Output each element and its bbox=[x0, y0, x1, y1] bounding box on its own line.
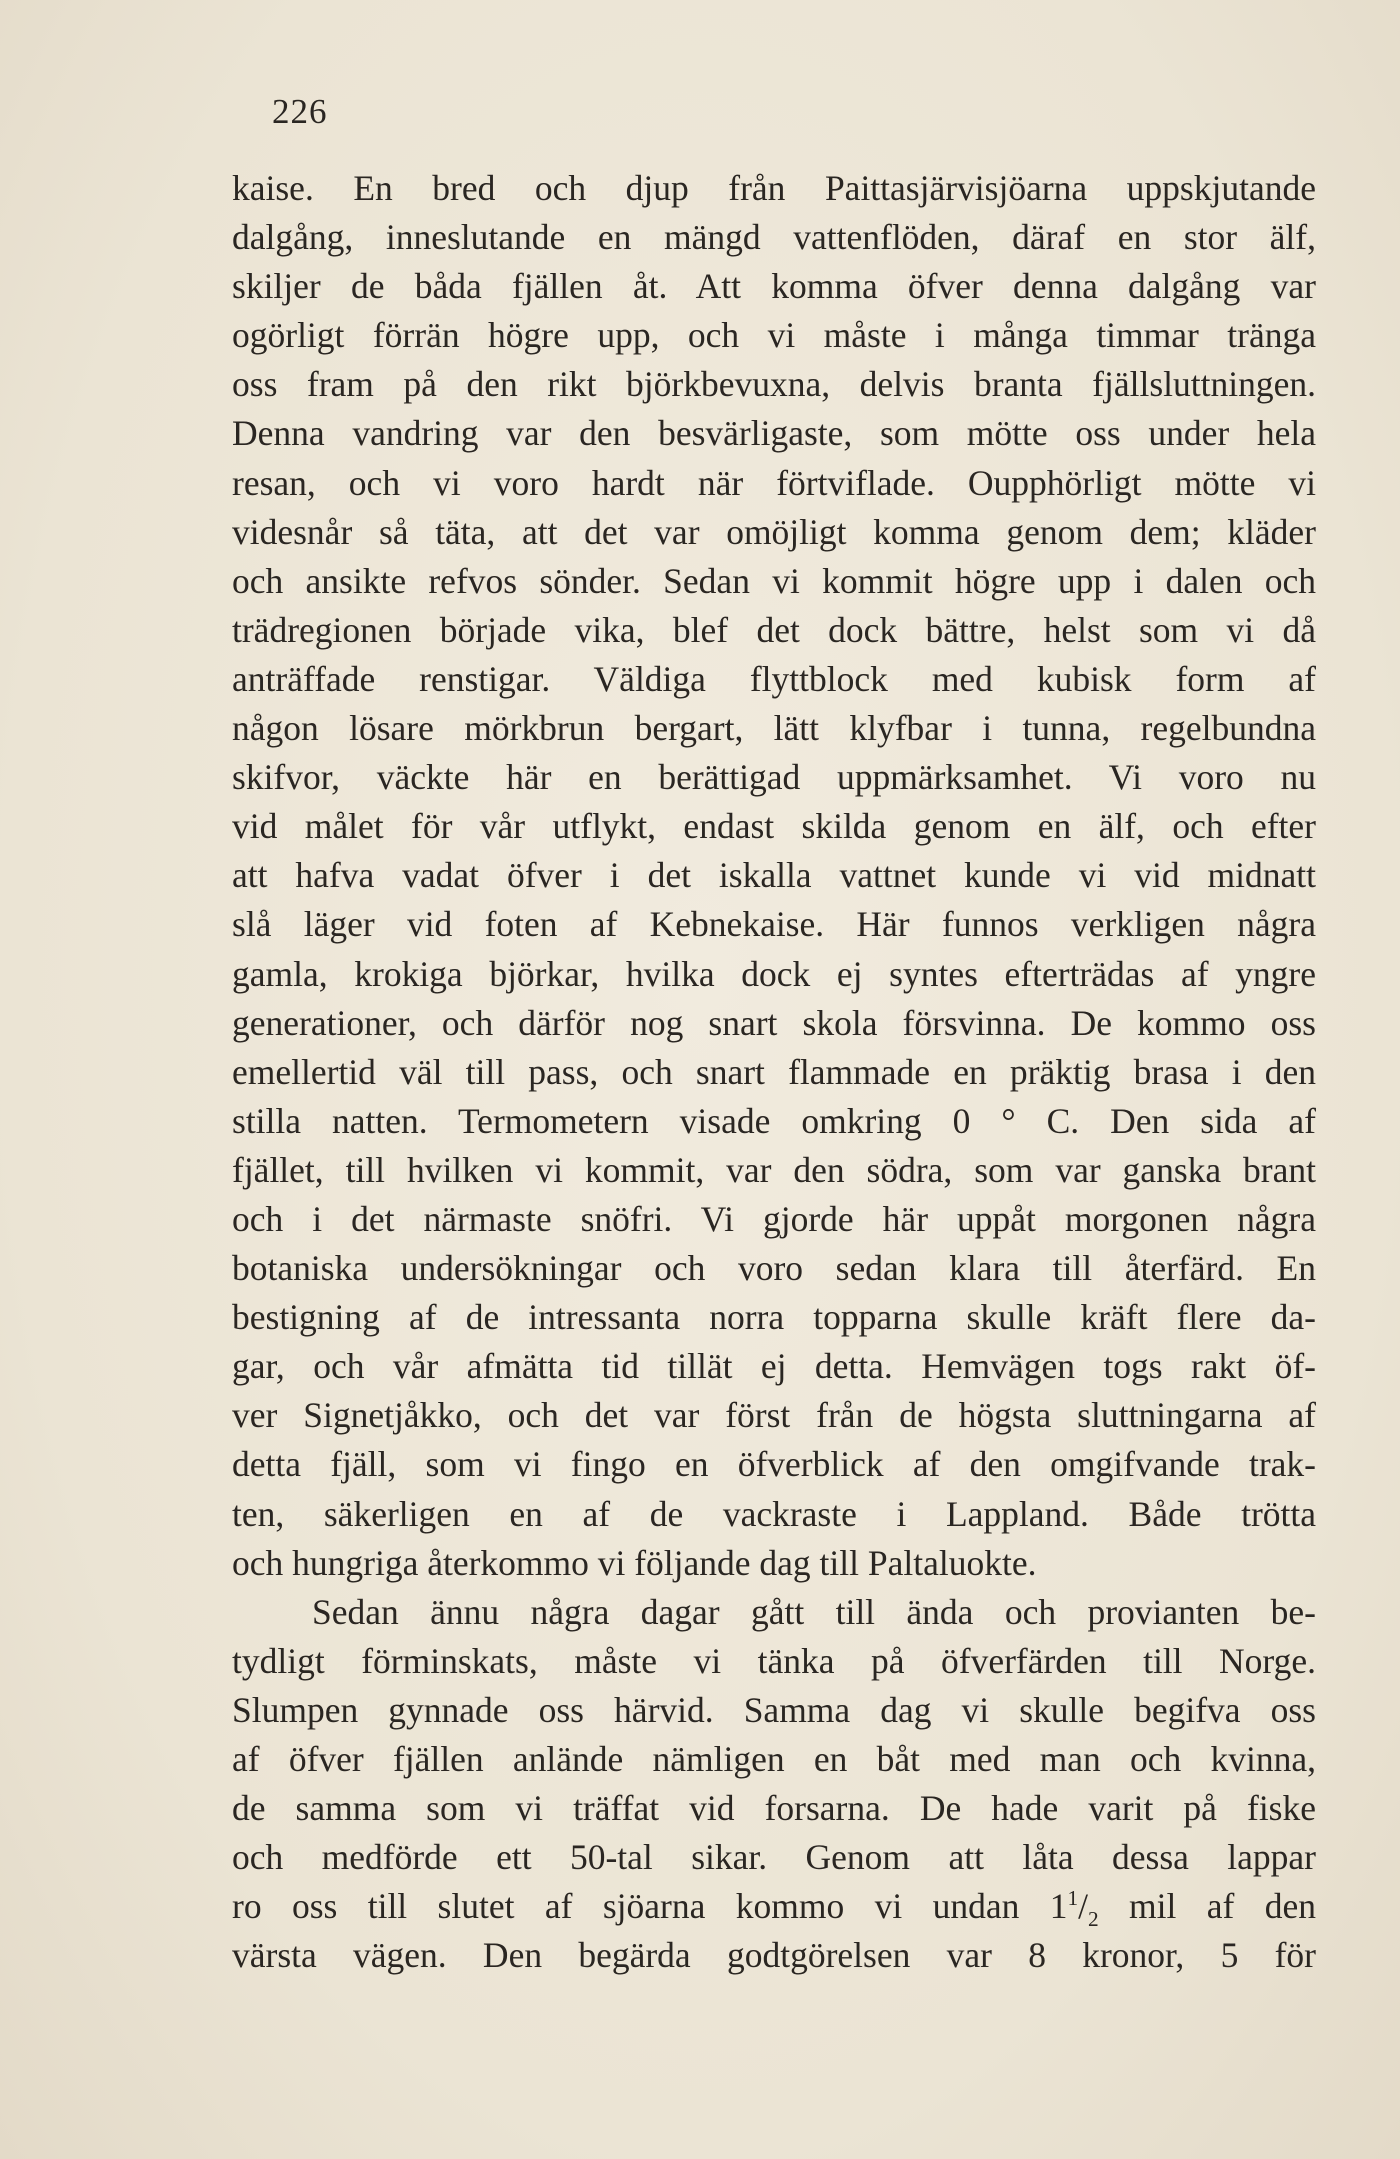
text-line: af öfver fjällen anlände nämligen en båt med man och kvinna, bbox=[232, 1739, 1316, 1779]
text-line: Slumpen gynnade oss härvid. Samma dag vi skulle begifva oss bbox=[232, 1689, 1316, 1730]
text-line: Denna vandring var den besvärligaste, som mötte oss under hela bbox=[232, 413, 1316, 454]
text-line: slå läger vid foten af Kebnekaise. Här funnos verkligen några bbox=[232, 904, 1316, 945]
text-line: tydligt förminskats, måste vi tänka på öfverfärden till Norge. bbox=[232, 1640, 1316, 1681]
text-line: emellertid väl till pass, och snart flammade en präktig brasa i den bbox=[232, 1051, 1316, 1092]
text-line: fjället, till hvilken vi kommit, var den södra, som var ganska brant bbox=[232, 1149, 1316, 1190]
text-line: kaise. En bred och djup från Paittasjärvisjöarna uppskjutande bbox=[232, 168, 1316, 208]
text-line: och medförde ett 50-tal sikar. Genom att låta dessa lappar bbox=[232, 1837, 1316, 1878]
text-line: videsnår så täta, att det var omöjligt komma genom dem; kläder bbox=[232, 511, 1316, 552]
text-line: de samma som vi träffat vid forsarna. De hade varit på fiske bbox=[232, 1788, 1316, 1829]
paragraph-1 bbox=[232, 164, 1316, 1588]
text-line: och hungriga återkommo vi följande dag till Paltaluokte. bbox=[232, 1542, 1037, 1583]
text-line: att hafva vadat öfver i det iskalla vattnet kunde vi vid midnatt bbox=[232, 855, 1316, 896]
text-line: generationer, och därför nog snart skola försvinna. De kommo oss bbox=[232, 1002, 1316, 1043]
page-number: 226 bbox=[272, 92, 328, 131]
text-line: ten, säkerligen en af de vackraste i Lappland. Både trötta bbox=[232, 1493, 1316, 1534]
text-line: skifvor, väckte här en berättigad uppmärksamhet. Vi voro nu bbox=[232, 757, 1316, 798]
text-line: anträffade renstigar. Väldiga flyttblock med kubisk form af bbox=[232, 658, 1316, 699]
fraction-line-end: mil af den bbox=[1098, 1886, 1316, 1927]
text-line: gamla, krokiga björkar, hvilka dock ej syntes efterträdas af yngre bbox=[232, 953, 1316, 994]
body-text bbox=[232, 164, 1316, 1980]
text-line: dalgång, inneslutande en mängd vattenflöden, däraf en stor älf, bbox=[232, 217, 1316, 258]
text-line: detta fjäll, som vi fingo en öfverblick af den omgifvande trak- bbox=[232, 1444, 1316, 1485]
text-line: ver Signetjåkko, och det var först från de högsta sluttningarna af bbox=[232, 1395, 1316, 1436]
text-line: och i det närmaste snöfri. Vi gjorde här uppåt morgonen några bbox=[232, 1198, 1316, 1239]
text-line: bestigning af de intressanta norra topparna skulle kräft flere da- bbox=[232, 1297, 1316, 1338]
text-line: trädregionen började vika, blef det dock bättre, helst som vi då bbox=[232, 609, 1316, 650]
text-line: botaniska undersökningar och voro sedan klara till återfärd. En bbox=[232, 1248, 1316, 1289]
fraction-line-start: ro oss till slutet af sjöarna kommo vi undan 1 bbox=[232, 1886, 1068, 1927]
fraction-denominator: 2 bbox=[1088, 1907, 1099, 1932]
text-line: och ansikte refvos sönder. Sedan vi kommit högre upp i dalen och bbox=[232, 560, 1316, 601]
fraction-text-line bbox=[232, 1882, 1316, 1931]
text-line: värsta vägen. Den begärda godtgörelsen var 8 kronor, 5 för bbox=[232, 1935, 1316, 1976]
paragraph-2 bbox=[232, 1588, 1316, 1981]
text-line: resan, och vi voro hardt när förtviflade. Oupphörligt mötte vi bbox=[232, 462, 1316, 503]
text-line: gar, och vår afmätta tid tillät ej detta. Hemvägen togs rakt öf- bbox=[232, 1346, 1316, 1387]
text-line: Sedan ännu några dagar gått till ända och provianten be- bbox=[312, 1591, 1316, 1632]
text-line: stilla natten. Termometern visade omkring 0 ° C. Den sida af bbox=[232, 1100, 1316, 1141]
text-line: ogörligt förrän högre upp, och vi måste i många timmar tränga bbox=[232, 315, 1316, 356]
fraction-slash: / bbox=[1078, 1886, 1088, 1927]
text-line: oss fram på den rikt björkbevuxna, delvis branta fjällsluttningen. bbox=[232, 364, 1316, 405]
text-line: någon lösare mörkbrun bergart, lätt klyfbar i tunna, regelbundna bbox=[232, 708, 1316, 749]
fraction-numerator: 1 bbox=[1067, 1886, 1079, 1911]
text-line: skiljer de båda fjällen åt. Att komma öfver denna dalgång var bbox=[232, 266, 1316, 307]
text-line: vid målet för vår utflykt, endast skilda genom en älf, och efter bbox=[232, 806, 1316, 847]
